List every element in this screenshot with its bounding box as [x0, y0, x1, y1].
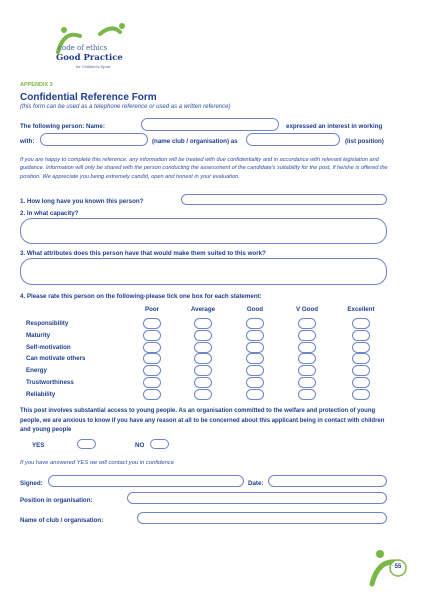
rating-checkbox[interactable]	[352, 389, 370, 400]
rating-row-label: Responsibility	[26, 320, 69, 327]
rating-checkbox[interactable]	[298, 365, 316, 376]
rating-row-label: Trustworthiness	[26, 379, 74, 386]
rating-checkbox[interactable]	[298, 377, 316, 388]
rating-checkbox[interactable]	[352, 330, 370, 341]
signed-label: Signed:	[20, 480, 43, 487]
rating-column-header: Excellent	[347, 306, 375, 313]
position-field[interactable]	[246, 133, 340, 146]
rating-checkbox[interactable]	[194, 330, 212, 341]
rating-checkbox[interactable]	[143, 353, 161, 364]
confidence-note: If you have answered YES we will contact you in confidence	[20, 460, 174, 466]
page-number: 55	[394, 564, 402, 570]
rating-row-label: Reliability	[26, 390, 56, 398]
access-paragraph: This post involves substantial access to young people. As an organisation committed to the welfare and protection of young people, we are anxious to know if you have any reason at all to be concerned about this applicant being in contact with children and young people	[20, 408, 385, 433]
rating-checkbox[interactable]	[352, 365, 370, 376]
question-2: 2. In what capacity?	[20, 210, 79, 217]
capacity-field[interactable]	[20, 218, 387, 244]
club-name-field[interactable]	[137, 512, 387, 524]
rating-checkbox[interactable]	[194, 318, 212, 329]
question-3: 3. What attributes does this person have that would make them suited to this work?	[20, 250, 266, 257]
rating-checkbox[interactable]	[143, 318, 161, 329]
rating-checkbox[interactable]	[352, 342, 370, 353]
rating-column-header: Good	[246, 306, 264, 313]
rating-checkbox[interactable]	[143, 342, 161, 353]
rating-checkbox[interactable]	[143, 365, 161, 376]
page-title: Confidential Reference Form	[20, 92, 157, 103]
rating-checkbox[interactable]	[298, 318, 316, 329]
rating-checkbox[interactable]	[352, 377, 370, 388]
rating-checkbox[interactable]	[194, 365, 212, 376]
rating-checkbox[interactable]	[246, 330, 264, 341]
rating-column-header: V Good	[296, 306, 318, 313]
list-position-label: (list position)	[345, 138, 384, 145]
person-name-label: The following person: Name:	[20, 123, 105, 130]
logo-line1: code of ethics	[58, 44, 108, 52]
rating-row-label: Maturity	[26, 331, 51, 339]
rating-column-header: Poor	[144, 306, 160, 313]
rating-checkbox[interactable]	[194, 389, 212, 400]
known-duration-field[interactable]	[181, 194, 387, 205]
rating-checkbox[interactable]	[143, 377, 161, 388]
rating-checkbox[interactable]	[298, 342, 316, 353]
rating-checkbox[interactable]	[298, 330, 316, 341]
with-label: with:	[20, 138, 35, 145]
yes-checkbox[interactable]	[77, 439, 96, 449]
logo	[50, 22, 130, 74]
rating-row-label: Can motivate others	[26, 355, 86, 363]
club-field[interactable]	[40, 133, 148, 146]
rating-checkbox[interactable]	[194, 353, 212, 364]
interest-label: expressed an interest in working	[286, 123, 383, 130]
club-name-label: Name of club / organisation:	[20, 517, 104, 524]
rating-checkbox[interactable]	[194, 377, 212, 388]
appendix-label: APPENDIX 3	[20, 82, 53, 88]
logo-line3: for Children's Sport	[76, 64, 111, 69]
yes-label: YES	[32, 442, 45, 449]
rating-column-header: Average	[190, 306, 216, 313]
position-in-org-label: Position in organisation:	[20, 497, 93, 504]
confidentiality-paragraph: If you are happy to complete this reference, any information will be treated with due confidentiality and in accordance with relevant legislation and guidance. Information will only be shared with the person conducting the assessment of the candidate's suitability for the post, if he/she is offered the position. We appreciate you being extremely candid, open and honest in your evaluation.	[20, 157, 388, 180]
question-4: 4. Please rate this person on the following-please tick one box for each statement:	[20, 293, 262, 300]
rating-row-label: Self-motivation	[26, 343, 71, 351]
position-in-org-field[interactable]	[127, 492, 387, 504]
name-club-label: (name club / organisation) as	[152, 138, 238, 145]
rating-checkbox[interactable]	[246, 365, 264, 376]
rating-checkbox[interactable]	[143, 389, 161, 400]
date-label: Date:	[248, 480, 264, 487]
rating-checkbox[interactable]	[246, 389, 264, 400]
rating-checkbox[interactable]	[194, 342, 212, 353]
rating-checkbox[interactable]	[246, 342, 264, 353]
rating-row-label: Energy	[26, 367, 47, 375]
page-subtitle: (this form can be used as a telephone reference or used as a written reference)	[20, 104, 231, 110]
rating-checkbox[interactable]	[246, 377, 264, 388]
date-field[interactable]	[268, 475, 387, 487]
rating-checkbox[interactable]	[246, 353, 264, 364]
rating-checkbox[interactable]	[298, 353, 316, 364]
rating-checkbox[interactable]	[352, 353, 370, 364]
logo-line2: Good Practice	[56, 53, 123, 63]
attributes-field[interactable]	[20, 258, 387, 285]
rating-checkbox[interactable]	[352, 318, 370, 329]
no-checkbox[interactable]	[150, 439, 169, 449]
rating-checkbox[interactable]	[246, 318, 264, 329]
no-label: NO	[135, 442, 145, 449]
rating-checkbox[interactable]	[298, 389, 316, 400]
question-1: 1. How long have you known this person?	[20, 198, 144, 205]
name-field[interactable]	[141, 118, 279, 131]
rating-checkbox[interactable]	[143, 330, 161, 341]
signed-field[interactable]	[48, 475, 244, 487]
page-badge	[368, 540, 418, 590]
